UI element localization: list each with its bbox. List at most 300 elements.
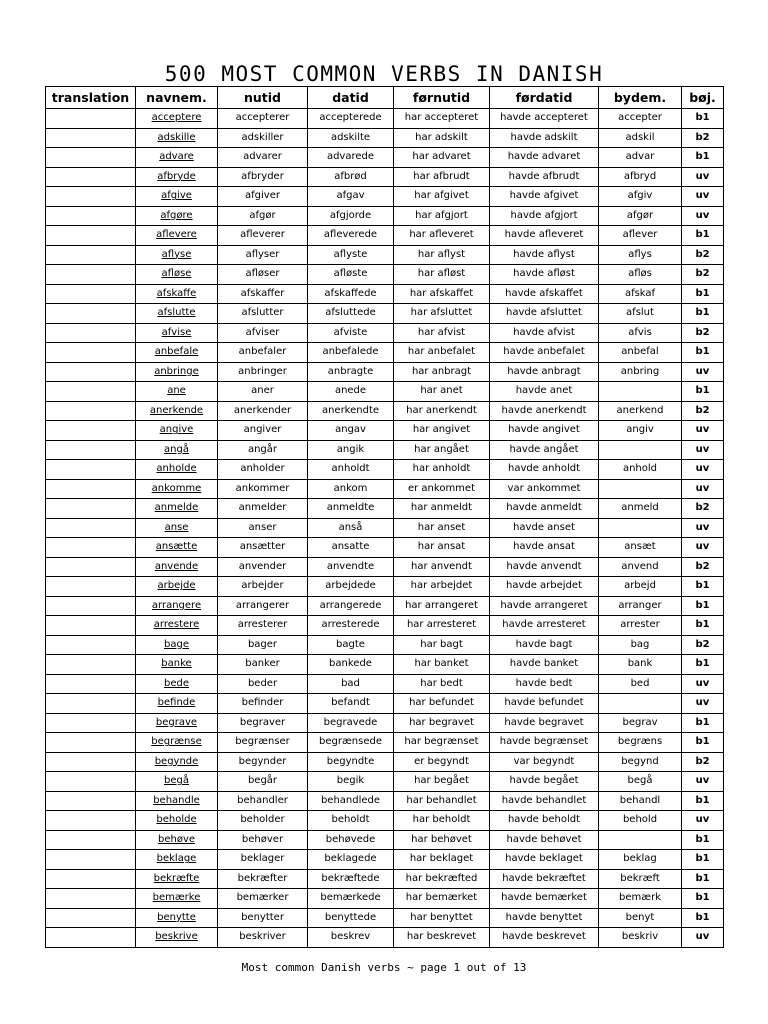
datid-cell: begrænsede (308, 733, 394, 753)
boj-cell: uv (682, 772, 724, 792)
table-row (46, 167, 724, 187)
boj-cell: b1 (682, 791, 724, 811)
verb-link[interactable]: beholde (156, 814, 197, 826)
bydem-cell: afløs (599, 265, 682, 285)
fornutid-cell: har bagt (394, 635, 490, 655)
fordatid-cell: havde afløst (490, 265, 599, 285)
nutid-cell: beder (218, 674, 308, 694)
table-row (46, 343, 724, 363)
navnem-cell (136, 616, 218, 636)
translation-cell (46, 499, 136, 519)
nutid-cell: beskriver (218, 928, 308, 948)
boj-cell: b1 (682, 869, 724, 889)
table-row (46, 265, 724, 285)
bydem-cell: anvend (599, 557, 682, 577)
table-row (46, 752, 724, 772)
fornutid-cell: har begået (394, 772, 490, 792)
fornutid-cell: har afskaffet (394, 284, 490, 304)
datid-cell: anerkendte (308, 401, 394, 421)
translation-cell (46, 323, 136, 343)
datid-cell: beskrev (308, 928, 394, 948)
nutid-cell: anser (218, 518, 308, 538)
verb-link[interactable]: afgøre (160, 209, 193, 221)
table-body (46, 109, 724, 948)
table-row (46, 674, 724, 694)
datid-cell: afløste (308, 265, 394, 285)
navnem-cell (136, 694, 218, 714)
datid-cell: behandlede (308, 791, 394, 811)
translation-cell (46, 908, 136, 928)
fornutid-cell: har adskilt (394, 128, 490, 148)
datid-cell: behøvede (308, 830, 394, 850)
navnem-cell (136, 772, 218, 792)
translation-cell (46, 362, 136, 382)
boj-cell: b1 (682, 343, 724, 363)
verb-link[interactable]: afvise (161, 326, 192, 338)
boj-cell: b1 (682, 148, 724, 168)
translation-cell (46, 752, 136, 772)
translation-cell (46, 791, 136, 811)
column-header-navnem: navnem. (136, 87, 218, 109)
boj-cell: b1 (682, 889, 724, 909)
navnem-cell (136, 791, 218, 811)
fordatid-cell: havde benyttet (490, 908, 599, 928)
fordatid-cell: havde beklaget (490, 850, 599, 870)
verb-link[interactable]: angive (159, 424, 194, 436)
fordatid-cell: havde behandlet (490, 791, 599, 811)
verb-link[interactable]: afslutte (157, 307, 196, 319)
table-row (46, 187, 724, 207)
fordatid-cell: havde afgivet (490, 187, 599, 207)
fordatid-cell: havde afbrudt (490, 167, 599, 187)
bydem-cell: benyt (599, 908, 682, 928)
verb-link[interactable]: begynde (154, 755, 199, 767)
datid-cell: afbrød (308, 167, 394, 187)
verb-link[interactable]: bede (164, 677, 189, 689)
fordatid-cell: havde anmeldt (490, 499, 599, 519)
page-title: 500 MOST COMMON VERBS IN DANISH (164, 62, 604, 87)
nutid-cell: beklager (218, 850, 308, 870)
navnem-cell (136, 362, 218, 382)
fornutid-cell: har begravet (394, 713, 490, 733)
fornutid-cell: har advaret (394, 148, 490, 168)
fornutid-cell: har arresteret (394, 616, 490, 636)
verb-link[interactable]: ankomme (151, 482, 202, 494)
translation-cell (46, 635, 136, 655)
fornutid-cell: har ansat (394, 538, 490, 558)
table-row (46, 772, 724, 792)
verb-link[interactable]: bekræfte (153, 872, 200, 884)
fornutid-cell: har anbefalet (394, 343, 490, 363)
fornutid-cell: har afvist (394, 323, 490, 343)
fordatid-cell: havde arrangeret (490, 596, 599, 616)
nutid-cell: anbringer (218, 362, 308, 382)
navnem-cell (136, 323, 218, 343)
verb-link[interactable]: anerkende (149, 404, 204, 416)
verb-link[interactable]: adskille (157, 131, 196, 143)
table-row (46, 557, 724, 577)
verb-link[interactable]: anbringe (154, 365, 199, 377)
table-row (46, 889, 724, 909)
fornutid-cell: har anholdt (394, 460, 490, 480)
navnem-cell (136, 401, 218, 421)
translation-cell (46, 713, 136, 733)
verb-link[interactable]: afbryde (157, 170, 196, 182)
navnem-cell (136, 518, 218, 538)
verb-link[interactable]: arbejde (157, 580, 196, 592)
boj-cell: uv (682, 440, 724, 460)
fornutid-cell: har aflyst (394, 245, 490, 265)
nutid-cell: afbryder (218, 167, 308, 187)
fornutid-cell: er ankommet (394, 479, 490, 499)
table-row (46, 908, 724, 928)
fornutid-cell: har accepteret (394, 109, 490, 129)
fornutid-cell: har afsluttet (394, 304, 490, 324)
boj-cell: b2 (682, 265, 724, 285)
table-row (46, 479, 724, 499)
datid-cell: anmeldte (308, 499, 394, 519)
table-row (46, 440, 724, 460)
table-row (46, 421, 724, 441)
fordatid-cell: havde begået (490, 772, 599, 792)
verb-link[interactable]: bemærke (152, 892, 201, 904)
bydem-cell (599, 830, 682, 850)
fordatid-cell: havde banket (490, 655, 599, 675)
table-row (46, 518, 724, 538)
datid-cell: anbragte (308, 362, 394, 382)
navnem-cell (136, 908, 218, 928)
verb-link[interactable]: anholde (156, 463, 197, 475)
nutid-cell: afviser (218, 323, 308, 343)
translation-cell (46, 460, 136, 480)
translation-cell (46, 889, 136, 909)
boj-cell: b1 (682, 830, 724, 850)
boj-cell: b2 (682, 245, 724, 265)
fornutid-cell: har arrangeret (394, 596, 490, 616)
verb-link[interactable]: befinde (157, 697, 196, 709)
translation-cell (46, 226, 136, 246)
verb-link[interactable]: angå (164, 443, 189, 455)
page-footer: Most common Danish verbs ~ page 1 out of 13 (241, 961, 527, 974)
fordatid-cell: havde bekræftet (490, 869, 599, 889)
table-row (46, 577, 724, 597)
boj-cell: b1 (682, 713, 724, 733)
navnem-cell (136, 421, 218, 441)
boj-cell: uv (682, 362, 724, 382)
translation-cell (46, 928, 136, 948)
fordatid-cell: havde anholdt (490, 460, 599, 480)
datid-cell: bekræftede (308, 869, 394, 889)
nutid-cell: begrænser (218, 733, 308, 753)
datid-cell: afgjorde (308, 206, 394, 226)
nutid-cell: anholder (218, 460, 308, 480)
datid-cell: advarede (308, 148, 394, 168)
navnem-cell (136, 128, 218, 148)
navnem-cell (136, 538, 218, 558)
boj-cell: b2 (682, 323, 724, 343)
translation-cell (46, 187, 136, 207)
datid-cell: accepterede (308, 109, 394, 129)
fornutid-cell: har bedt (394, 674, 490, 694)
table-row (46, 284, 724, 304)
datid-cell: afgav (308, 187, 394, 207)
verb-link[interactable]: beklage (156, 853, 197, 865)
boj-cell: b1 (682, 850, 724, 870)
fornutid-cell: har bekræfted (394, 869, 490, 889)
verb-link[interactable]: bage (164, 638, 189, 650)
boj-cell: uv (682, 538, 724, 558)
datid-cell: anså (308, 518, 394, 538)
verb-link[interactable]: anmelde (154, 502, 199, 514)
column-header-fornutid: førnutid (394, 87, 490, 109)
nutid-cell: begynder (218, 752, 308, 772)
fordatid-cell: havde angået (490, 440, 599, 460)
bydem-cell: bekræft (599, 869, 682, 889)
column-header-datid: datid (308, 87, 394, 109)
translation-cell (46, 167, 136, 187)
verb-link[interactable]: begrave (155, 716, 198, 728)
verb-link[interactable]: banke (161, 658, 192, 670)
navnem-cell (136, 811, 218, 831)
nutid-cell: afskaffer (218, 284, 308, 304)
boj-cell: b1 (682, 109, 724, 129)
bydem-cell: beskriv (599, 928, 682, 948)
table-row (46, 733, 724, 753)
translation-cell (46, 518, 136, 538)
bydem-cell: behold (599, 811, 682, 831)
boj-cell: b2 (682, 401, 724, 421)
verb-link[interactable]: anse (164, 521, 189, 533)
table-row (46, 304, 724, 324)
translation-cell (46, 655, 136, 675)
fordatid-cell: var ankommet (490, 479, 599, 499)
fornutid-cell: har begrænset (394, 733, 490, 753)
boj-cell: b1 (682, 284, 724, 304)
datid-cell: afskaffede (308, 284, 394, 304)
fordatid-cell: havde begravet (490, 713, 599, 733)
nutid-cell: behandler (218, 791, 308, 811)
datid-cell: anvendte (308, 557, 394, 577)
bydem-cell: afskaf (599, 284, 682, 304)
navnem-cell (136, 713, 218, 733)
bydem-cell (599, 382, 682, 402)
navnem-cell (136, 265, 218, 285)
fornutid-cell: har befundet (394, 694, 490, 714)
navnem-cell (136, 557, 218, 577)
table-row (46, 713, 724, 733)
nutid-cell: anvender (218, 557, 308, 577)
fordatid-cell: havde anset (490, 518, 599, 538)
bydem-cell: begå (599, 772, 682, 792)
boj-cell: b2 (682, 752, 724, 772)
nutid-cell: aflyser (218, 245, 308, 265)
datid-cell: bad (308, 674, 394, 694)
verb-link[interactable]: ansætte (155, 541, 198, 553)
navnem-cell (136, 460, 218, 480)
verb-link[interactable]: advare (159, 151, 194, 163)
datid-cell: arresterede (308, 616, 394, 636)
navnem-cell (136, 733, 218, 753)
nutid-cell: anbefaler (218, 343, 308, 363)
translation-cell (46, 616, 136, 636)
fornutid-cell: har beklaget (394, 850, 490, 870)
navnem-cell (136, 752, 218, 772)
column-header-boj: bøj. (682, 87, 724, 109)
navnem-cell (136, 577, 218, 597)
verb-link[interactable]: benytte (157, 911, 196, 923)
fordatid-cell: havde anvendt (490, 557, 599, 577)
table-row (46, 655, 724, 675)
translation-cell (46, 557, 136, 577)
nutid-cell: arbejder (218, 577, 308, 597)
fordatid-cell: havde arresteret (490, 616, 599, 636)
bydem-cell: ansæt (599, 538, 682, 558)
nutid-cell: begår (218, 772, 308, 792)
boj-cell: b1 (682, 733, 724, 753)
table-row (46, 694, 724, 714)
table-row (46, 460, 724, 480)
table-row (46, 616, 724, 636)
verb-link[interactable]: arrestere (153, 619, 200, 631)
translation-cell (46, 811, 136, 831)
nutid-cell: benytter (218, 908, 308, 928)
bydem-cell: afgør (599, 206, 682, 226)
fornutid-cell: har anet (394, 382, 490, 402)
table-row (46, 226, 724, 246)
bydem-cell: bank (599, 655, 682, 675)
boj-cell: uv (682, 811, 724, 831)
column-header-nutid: nutid (218, 87, 308, 109)
table-row (46, 538, 724, 558)
translation-cell (46, 401, 136, 421)
fordatid-cell: havde bagt (490, 635, 599, 655)
verb-link[interactable]: aflyse (161, 248, 192, 260)
fordatid-cell: havde bemærket (490, 889, 599, 909)
fornutid-cell: har angået (394, 440, 490, 460)
translation-cell (46, 694, 136, 714)
verb-link[interactable]: afløse (161, 268, 192, 280)
bydem-cell (599, 440, 682, 460)
fornutid-cell: har angivet (394, 421, 490, 441)
verb-link[interactable]: anvende (154, 560, 199, 572)
table-row (46, 401, 724, 421)
verb-link[interactable]: ane (167, 385, 186, 397)
datid-cell: adskilte (308, 128, 394, 148)
fordatid-cell: havde aflyst (490, 245, 599, 265)
nutid-cell: bager (218, 635, 308, 655)
verb-link[interactable]: arrangere (151, 599, 202, 611)
bydem-cell: begræns (599, 733, 682, 753)
nutid-cell: bekræfter (218, 869, 308, 889)
bydem-cell: anbring (599, 362, 682, 382)
verb-table (45, 86, 724, 948)
nutid-cell: banker (218, 655, 308, 675)
table-row (46, 928, 724, 948)
fornutid-cell: har behøvet (394, 830, 490, 850)
verb-link[interactable]: acceptere (151, 112, 202, 124)
translation-cell (46, 577, 136, 597)
fordatid-cell: havde afsluttet (490, 304, 599, 324)
boj-cell: b2 (682, 499, 724, 519)
table-row (46, 109, 724, 129)
table-row (46, 499, 724, 519)
navnem-cell (136, 869, 218, 889)
datid-cell: bagte (308, 635, 394, 655)
fordatid-cell: havde bedt (490, 674, 599, 694)
table-row (46, 869, 724, 889)
navnem-cell (136, 245, 218, 265)
fornutid-cell: har anmeldt (394, 499, 490, 519)
fornutid-cell: har anbragt (394, 362, 490, 382)
verb-link[interactable]: anbefale (154, 346, 199, 358)
fordatid-cell: havde afskaffet (490, 284, 599, 304)
verb-link[interactable]: aflevere (156, 229, 197, 241)
bydem-cell: arrester (599, 616, 682, 636)
navnem-cell (136, 635, 218, 655)
bydem-cell (599, 479, 682, 499)
bydem-cell: bag (599, 635, 682, 655)
table-row (46, 148, 724, 168)
bydem-cell: aflys (599, 245, 682, 265)
fornutid-cell: har bemærket (394, 889, 490, 909)
fornutid-cell: har benyttet (394, 908, 490, 928)
navnem-cell (136, 499, 218, 519)
navnem-cell (136, 440, 218, 460)
fordatid-cell: havde begrænset (490, 733, 599, 753)
fordatid-cell: havde accepteret (490, 109, 599, 129)
verb-link[interactable]: begå (164, 775, 189, 787)
datid-cell: angik (308, 440, 394, 460)
verb-link[interactable]: behandle (153, 794, 200, 806)
fordatid-cell: havde anerkendt (490, 401, 599, 421)
fornutid-cell: har arbejdet (394, 577, 490, 597)
fornutid-cell: har afgjort (394, 206, 490, 226)
translation-cell (46, 128, 136, 148)
datid-cell: benyttede (308, 908, 394, 928)
nutid-cell: angår (218, 440, 308, 460)
nutid-cell: ansætter (218, 538, 308, 558)
datid-cell: anholdt (308, 460, 394, 480)
nutid-cell: anerkender (218, 401, 308, 421)
boj-cell: uv (682, 187, 724, 207)
fordatid-cell: havde adskilt (490, 128, 599, 148)
fornutid-cell: har anset (394, 518, 490, 538)
verb-link[interactable]: behøve (157, 833, 196, 845)
translation-cell (46, 440, 136, 460)
fordatid-cell: havde angivet (490, 421, 599, 441)
verb-link[interactable]: begrænse (151, 736, 202, 748)
translation-cell (46, 674, 136, 694)
verb-link[interactable]: afgive (161, 190, 192, 202)
boj-cell: b2 (682, 557, 724, 577)
translation-cell (46, 109, 136, 129)
navnem-cell (136, 674, 218, 694)
boj-cell: b1 (682, 908, 724, 928)
fornutid-cell: har afløst (394, 265, 490, 285)
bydem-cell (599, 694, 682, 714)
datid-cell: arbejdede (308, 577, 394, 597)
bydem-cell: afgiv (599, 187, 682, 207)
verb-link[interactable]: beskrive (155, 931, 198, 943)
table-row (46, 382, 724, 402)
boj-cell: uv (682, 206, 724, 226)
boj-cell: uv (682, 694, 724, 714)
table-row (46, 811, 724, 831)
bydem-cell: afslut (599, 304, 682, 324)
verb-link[interactable]: afskaffe (156, 287, 197, 299)
nutid-cell: advarer (218, 148, 308, 168)
navnem-cell (136, 226, 218, 246)
